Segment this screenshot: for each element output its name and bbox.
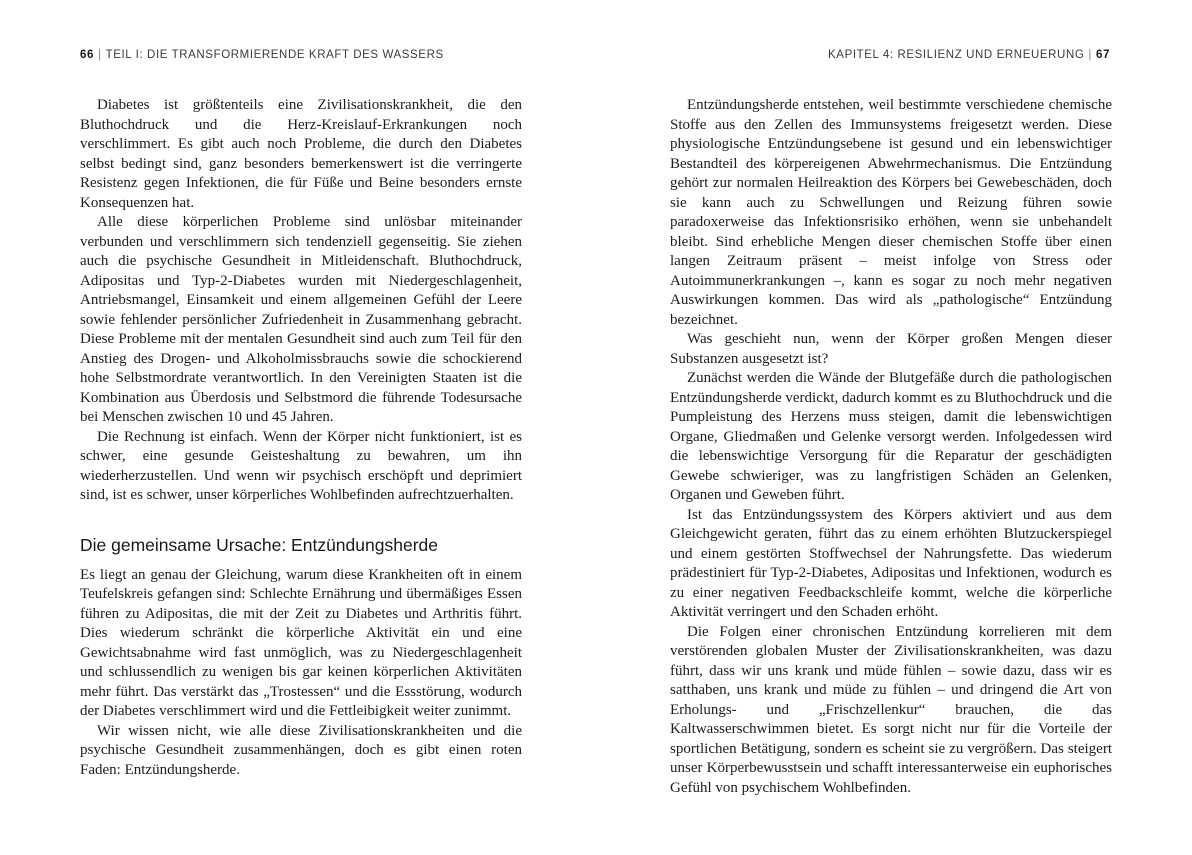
paragraph: Die Folgen einer chronischen Entzündung korrelieren mit dem verstörenden globalen Muster der Zivilisationskrankheiten, was dazu führt, dass wir uns krank und müde fühlen – sowie dazu, dass wir es satthaben, uns krank und müde zu fühlen – und dringend die Art von Erholungs- und „Frischzellenkur“ brauchen, die das Kaltwasserschwimmen bietet. Es sorgt nicht nur für die Vorteile der sportlichen Betätigung, sondern es scheint sie zu vergrößern. Das steigert unser Körperbewusstsein und schafft interessanterweise ein euphorisches Gefühl von psychischem Wohlbefinden. [670, 623, 1112, 796]
right-running-head-title: KAPITEL 4: RESILIENZ UND ERNEUERUNG [828, 49, 1085, 61]
right-page-text [670, 96, 1112, 798]
left-running-head-title: TEIL I: DIE TRANSFORMIERENDE KRAFT DES WASSERS [105, 49, 444, 61]
section-heading: Die gemeinsame Ursache: Entzündungsherde [80, 534, 438, 555]
running-head-separator: | [98, 49, 102, 61]
left-page-text [80, 96, 522, 780]
paragraph: Es liegt an genau der Gleichung, warum diese Krankheiten oft in einem Teufelskreis gefangen sind: Schlechte Ernährung und übermäßiges Essen führen zu Adipositas, die mit der Zeit zu Diabetes und Arthritis führt. Dies wiederum schränkt die körperliche Aktivität ein und eine Gewichtsabnahme wird fast unmöglich, was zu Niedergeschlagenheit und schlussendlich zu wenigen bis gar keinen körperlichen Aktivitäten mehr führt. Das verstärkt das „Trostessen“ und die Essstörung, wodurch der Diabetes verschlimmert wird und die Fettleibigkeit weiter zunimmt. [80, 566, 522, 719]
paragraph: Die Rechnung ist einfach. Wenn der Körper nicht funktioniert, ist es schwer, eine gesunde Geisteshaltung zu bewahren, um ihn wiederherzustellen. Und wenn wir psychisch erschöpft und deprimiert sind, ist es schwer, unser körperliches Wohlbefinden aufrechtzuerhalten. [80, 428, 522, 503]
paragraph: Zunächst werden die Wände der Blutgefäße durch die pathologischen Entzündungsherde verdickt, dadurch kommt es zu Bluthochdruck und die Pumpleistung des Herzens muss steigen, damit die lebenswichtigen Organe, Gliedmaßen und Gelenke versorgt werden. Infolgedessen wird die lebenswichtige Versorgung für die Reparatur der geschädigten Gewebe schwieriger, was zu langfristigen Schäden an Gelenken, Organen und Geweben führt. [670, 370, 1112, 503]
paragraph: Entzündungsherde entstehen, weil bestimmte verschiedene chemische Stoffe aus den Zellen des Immunsystems freigesetzt werden. Diese physiologische Entzündungsebene ist gesund und ein lebenswichtiger Bestandteil des körpereigenen Abwehrmechanismus. Die Entzündung gehört zur normalen Heilreaktion des Körpers bei Gewebeschäden, doch sie kann auch zu Schwellungen und Reizung führen sowie paradoxerweise das Infektionsrisiko erhöhen, wenn sie unbehandelt bleibt. Sind erhebliche Mengen dieser chemischen Stoffe über einen langen Zeitraum präsent – meist infolge von Stress oder Autoimmunerkrankungen –, kann es sogar zu noch mehr negativen Auswirkungen kommen. Das wird als „pathologische“ Entzündung bezeichnet. [670, 97, 1112, 328]
paragraph: Alle diese körperlichen Probleme sind unlösbar miteinander verbunden und verschlimmern sich tendenziell gegenseitig. Sie ziehen auch die psychische Gesundheit in Mitleidenschaft. Bluthochdruck, Adipositas und Typ-2-Diabetes wurden mit Niedergeschlagenheit, Antriebsmangel, Einsamkeit und einem allgemeinen Gefühl der Leere sowie fehlender persönlicher Zufriedenheit in Zusammenhang gebracht. Diese Probleme mit der mentalen Gesundheit sind auch zum Teil für den Anstieg des Drogen- und Alkoholmissbrauchs sowie die schockierend hohe Selbstmordrate verantwortlich. In den Vereinigten Staaten ist die Kombination aus Überdosis und Selbstmord die führende Todesursache bei Menschen zwischen 10 und 45 Jahren. [80, 214, 522, 425]
left-page-number: 66 [80, 49, 94, 61]
running-head-separator: | [1088, 49, 1092, 61]
paragraph: Wir wissen nicht, wie alle diese Zivilisationskrankheiten und die psychische Gesundheit zusammenhängen, doch es gibt einen roten Faden: Entzündungsherde. [80, 722, 522, 778]
right-page [596, 0, 1192, 855]
paragraph: Ist das Entzündungssystem des Körpers aktiviert und aus dem Gleichgewicht geraten, führt das zu einem erhöhten Blutzuckerspiegel und einem gestörten Stoffwechsel der Nahrungsfette. Das wiederum prädestiniert für Typ-2-Diabetes, Adipositas und Infektionen, wodurch es zu einer negativen Feedbackschleife kommt, welche die körperliche Aktivität verringert und den Schaden erhöht. [670, 506, 1112, 620]
paragraph: Diabetes ist größtenteils eine Zivilisationskrankheit, die den Bluthochdruck und die Herz-Kreislauf-Erkrankungen noch verschlimmert. Es gibt auch noch Probleme, die durch den Diabetes selbst bedingt sind, ganz besonders bemerkenswert ist die verringerte Resistenz gegen Infektionen, die für Füße und Beine besonders ernste Konsequenzen hat. [80, 97, 522, 211]
left-running-head [80, 49, 444, 61]
right-page-number: 67 [1096, 49, 1110, 61]
right-running-head [828, 49, 1110, 61]
paragraph: Was geschieht nun, wenn der Körper großen Mengen dieser Substanzen ausgesetzt ist? [670, 331, 1112, 367]
